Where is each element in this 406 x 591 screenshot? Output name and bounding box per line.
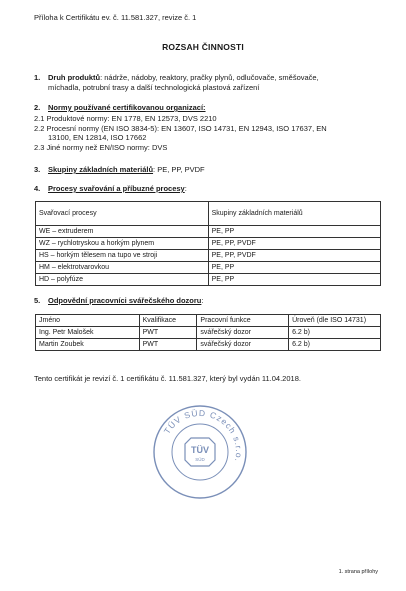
table-cell: PWT: [139, 327, 197, 339]
section-number: 1.: [34, 73, 41, 82]
section-product-types: [34, 73, 382, 93]
section-number: 5.: [34, 296, 41, 305]
section-text: míchadla, potrubní trasy a další technologická plastová zařízení: [48, 82, 260, 92]
section-heading: Odpovědní pracovníci svářečského dozoru: [48, 296, 202, 305]
section-heading: Procesy svařování a příbuzné procesy: [48, 184, 185, 193]
table-cell: PE, PP: [208, 226, 380, 238]
table-header-cell: Pracovní funkce: [197, 315, 289, 327]
section-heading: Druh produktů: [48, 73, 101, 82]
welding-processes-table: [35, 201, 381, 286]
tuv-logo-subtext: SÜD: [195, 457, 205, 462]
table-header-cell: Jméno: [36, 315, 140, 327]
table-row: [36, 262, 381, 274]
table-row: [36, 339, 381, 351]
table-header-cell: Kvalifikace: [139, 315, 197, 327]
section-base-materials: [34, 165, 382, 175]
table-cell: svářečský dozor: [197, 327, 289, 339]
section-welding-supervisors: [34, 296, 382, 306]
heading-colon: :: [184, 184, 187, 193]
table-cell: HD – polyfúze: [36, 274, 209, 286]
table-header-row: [36, 315, 381, 327]
section-text: : nádrže, nádoby, reaktory, pračky plynů, odlučovače, směšovače,: [100, 73, 319, 82]
table-cell: Ing. Petr Malošek: [36, 327, 140, 339]
stamp-ring-text: TÜV SÜD Czech s.r.o.: [161, 407, 245, 464]
table-cell: HS – horkým tělesem na tupo ve stroji: [36, 250, 209, 262]
document-title: ROZSAH ČINNOSTI: [162, 42, 244, 52]
table-cell: svářečský dozor: [197, 339, 289, 351]
section-number: 2.: [34, 103, 41, 112]
page-footer: 1. strana přílohy: [338, 569, 378, 575]
table-cell: PE, PP: [208, 274, 380, 286]
table-cell: WZ – rychlotryskou a horkým plynem: [36, 238, 209, 250]
tuv-logo-text: TÜV: [191, 445, 209, 455]
certificate-revision-note: Tento certifikát je revizí č. 1 certifikátu č. 11.581.327, který byl vydán 11.04.2018.: [34, 374, 301, 383]
table-cell: WE – extruderem: [36, 226, 209, 238]
section-heading: Skupiny základních materiálů: [48, 165, 154, 174]
section-number: 3.: [34, 165, 41, 174]
table-cell: Martin Zoubek: [36, 339, 140, 351]
header-note: Příloha k Certifikátu ev. č. 11.581.327, revize č. 1: [34, 13, 197, 22]
table-row: [36, 238, 381, 250]
table-header-cell: Úroveň (dle ISO 14731): [289, 315, 381, 327]
standards-line: 13100, EN 12814, ISO 17662: [48, 133, 147, 143]
table-header-cell: Svařovací procesy: [36, 202, 209, 226]
section-welding-processes: [34, 184, 382, 194]
table-header-row: [36, 202, 381, 226]
section-heading: Normy používané certifikovanou organizací:: [48, 103, 206, 112]
table-header-cell: Skupiny základních materiálů: [208, 202, 380, 226]
table-cell: 6.2 b): [289, 339, 381, 351]
standards-line: 2.3 Jiné normy než EN/ISO normy: DVS: [34, 143, 168, 152]
table-cell: PE, PP, PVDF: [208, 238, 380, 250]
heading-colon: :: [201, 296, 204, 305]
table-row: [36, 327, 381, 339]
table-row: [36, 226, 381, 238]
table-cell: 6.2 b): [289, 327, 381, 339]
table-cell: HM – elektrotvarovkou: [36, 262, 209, 274]
table-row: [36, 274, 381, 286]
welding-supervisors-table: [35, 314, 381, 351]
section-text: : PE, PP, PVDF: [153, 165, 205, 174]
standards-line: 2.2 Procesní normy (EN ISO 3834-5): EN 13607, ISO 14731, EN 12943, ISO 17637, EN: [34, 123, 327, 133]
tuv-sud-stamp: [148, 400, 252, 504]
table-cell: PE, PP, PVDF: [208, 250, 380, 262]
section-number: 4.: [34, 184, 41, 193]
table-row: [36, 250, 381, 262]
standards-line: 2.1 Produktové normy: EN 1778, EN 12573, DVS 2210: [34, 113, 217, 123]
table-cell: PE, PP: [208, 262, 380, 274]
table-cell: PWT: [139, 339, 197, 351]
section-standards: [34, 103, 382, 153]
